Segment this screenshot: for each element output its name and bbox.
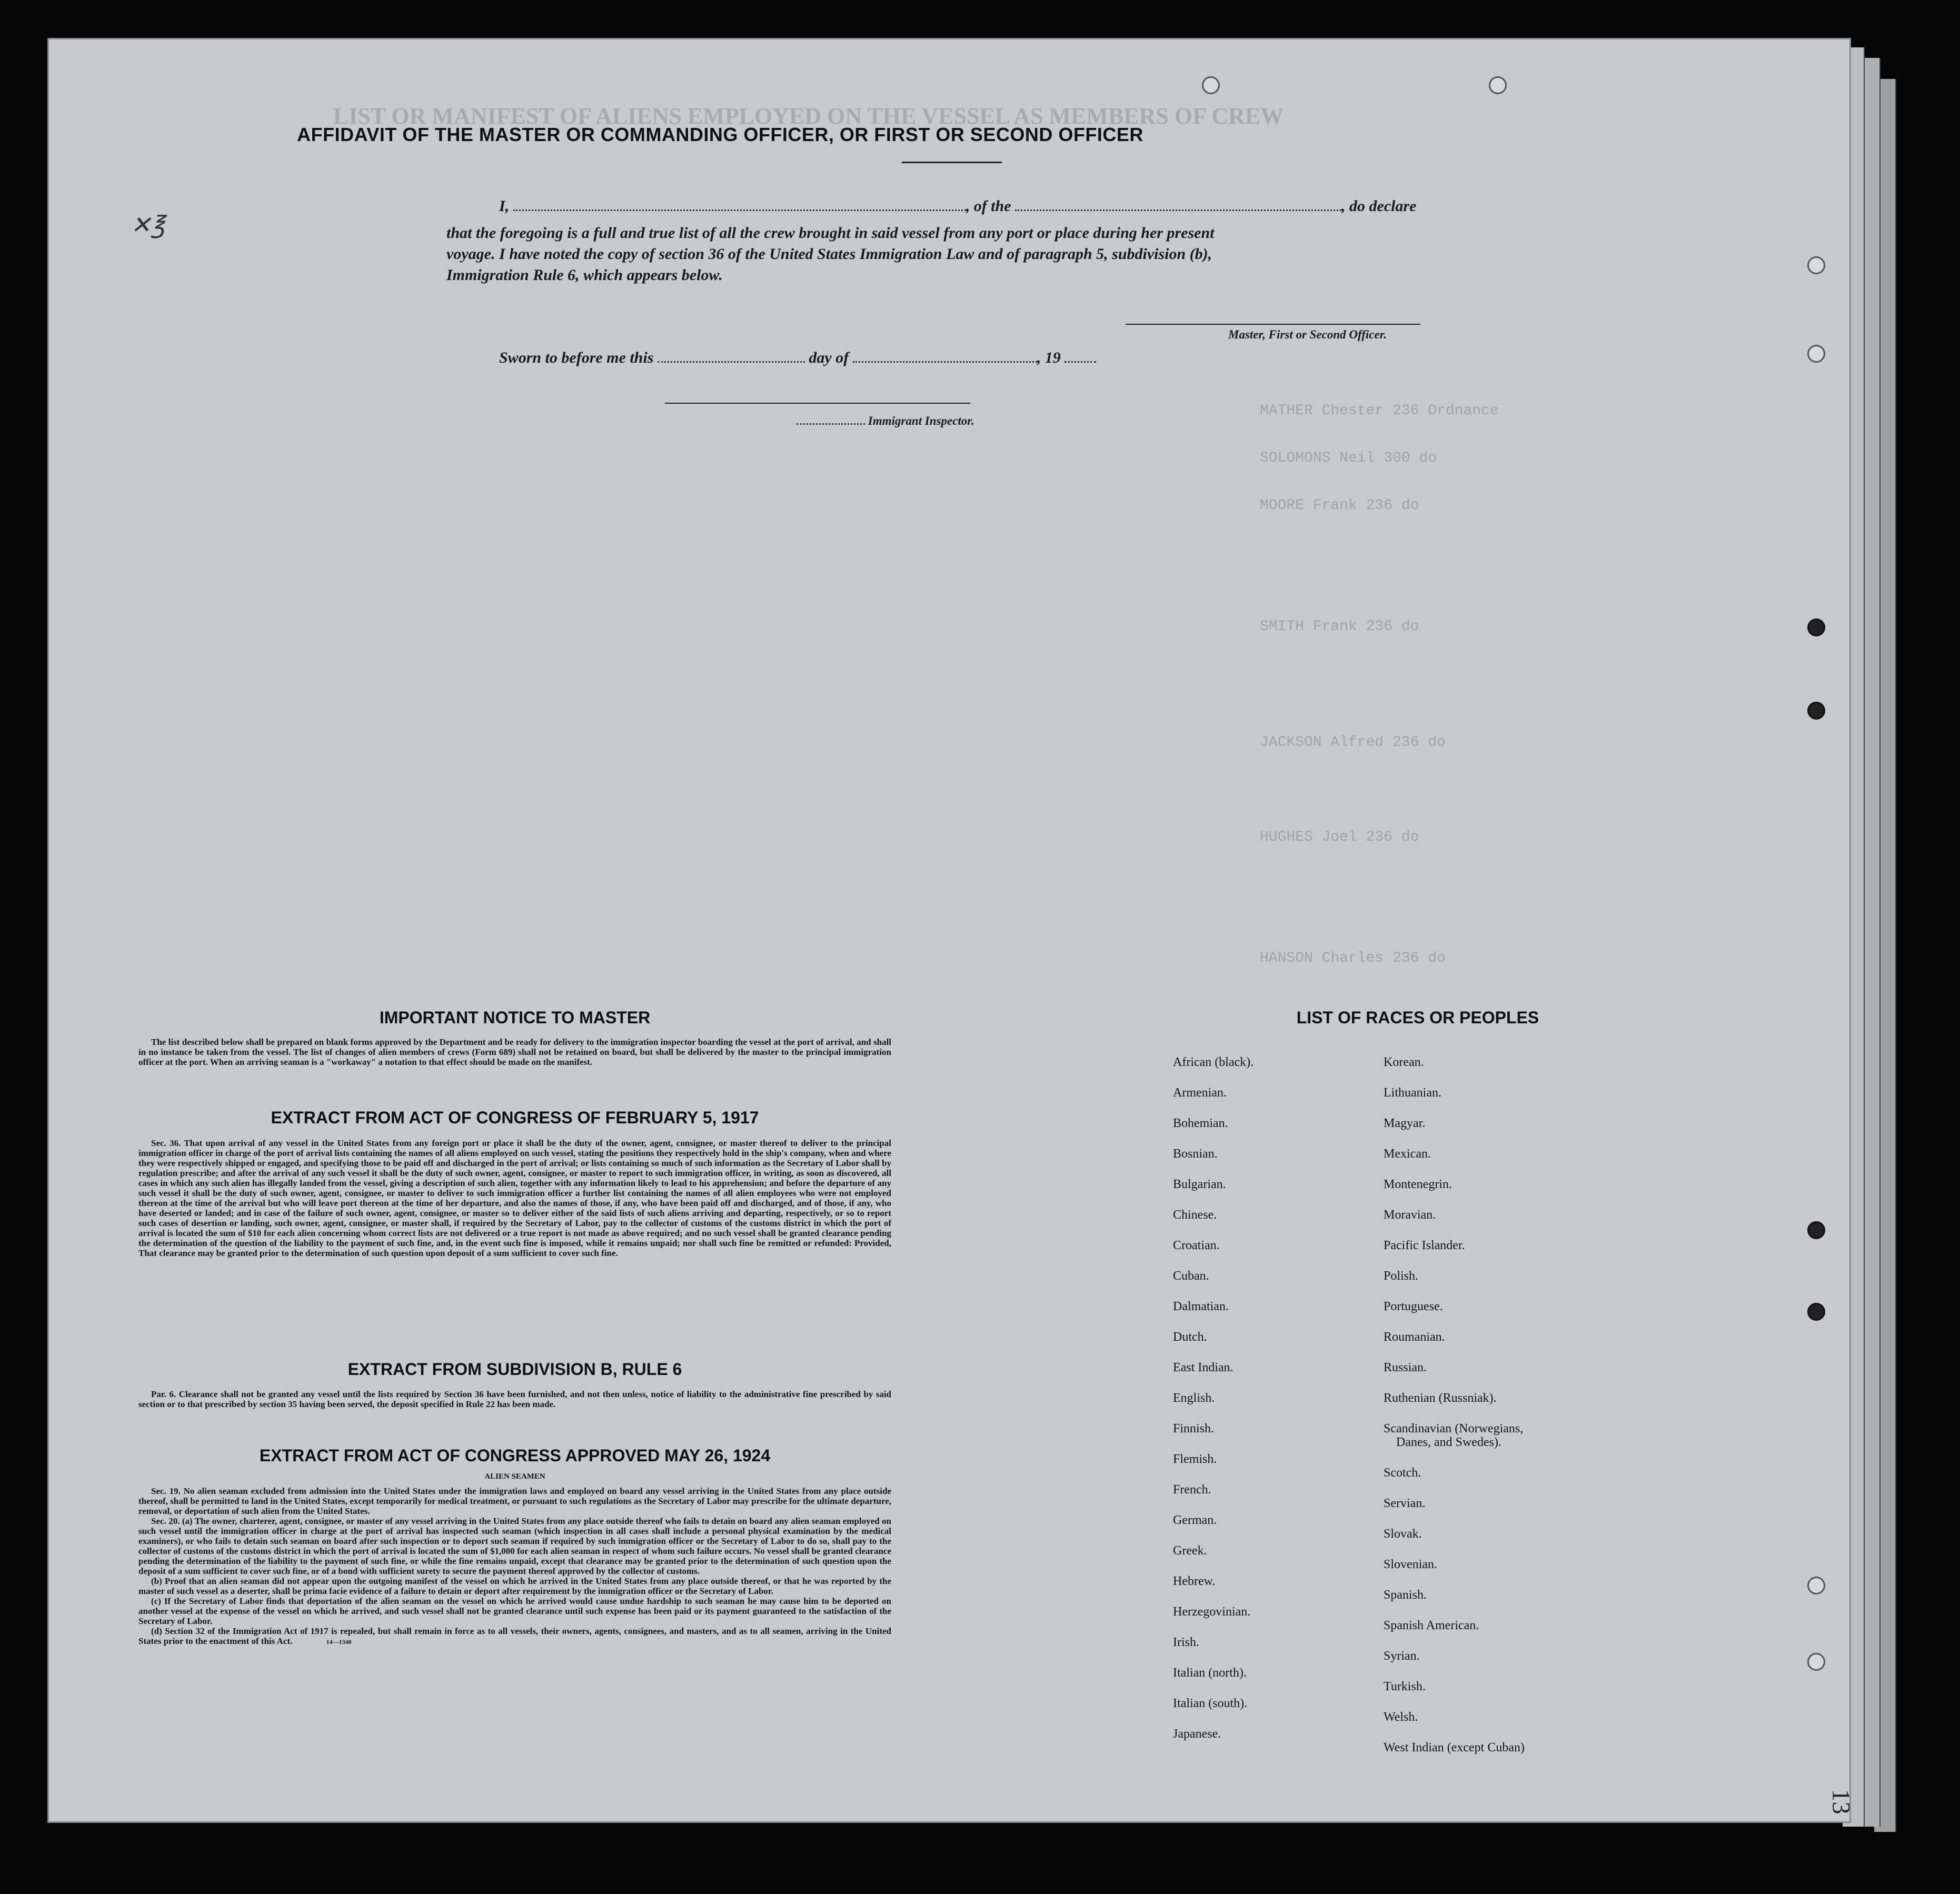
race-item: African (black). [1173,1055,1254,1069]
races-column-2 [1384,1055,1525,1771]
punch-hole [1807,619,1825,636]
vessel-name-field[interactable] [1015,209,1341,211]
race-item: Scotch. [1384,1466,1421,1480]
section-20d-text: (d) Section 32 of the Immigration Act of 1917 is repealed, but shall remain in force as to all vessels, their owners, agents, consignees, and masters, and as to all seamen, arriving in the United States prior to the enactment of this Act. [138,1626,891,1646]
race-item: East Indian. [1173,1361,1233,1374]
race-item: Polish. [1384,1269,1419,1283]
bleed-through-row: MOORE Frank 236 do [1260,497,1419,514]
race-item: Syrian. [1384,1649,1420,1663]
bleed-through-row: JACKSON Alfred 236 do [1260,734,1446,751]
extract-1924-title: EXTRACT FROM ACT OF CONGRESS APPROVED MAY 26, 1924 [259,1446,771,1465]
race-item: Italian (south). [1173,1697,1248,1710]
declaration-of-the: , of the [966,197,1011,215]
sworn-year: , 19 [1037,349,1061,366]
sworn-year-field[interactable] [1064,361,1096,363]
punch-hole [1807,256,1825,274]
race-item: Greek. [1173,1544,1207,1558]
race-item: Turkish. [1384,1680,1426,1693]
affidavit-title: AFFIDAVIT OF THE MASTER OR COMMANDING OFFICER, OR FIRST OR SECOND OFFICER [297,124,1143,145]
extract-rule6-title: EXTRACT FROM SUBDIVISION B, RULE 6 [347,1360,682,1379]
title-underline [902,162,1002,163]
bleed-through-row: SMITH Frank 236 do [1260,619,1419,635]
race-item: Hebrew. [1173,1574,1216,1588]
affidavit-body [446,223,1499,286]
race-item: West Indian (except Cuban) [1384,1741,1525,1755]
sworn-day-field[interactable] [658,361,805,363]
punch-hole [1807,1303,1825,1321]
race-item: Welsh. [1384,1710,1418,1724]
master-name-field[interactable] [513,209,966,211]
sworn-line [499,349,1096,367]
sworn-month-field[interactable] [853,361,1037,363]
margin-note: 13 [1827,1789,1855,1815]
form-number: 14—1340 [326,1638,352,1646]
extract-1917-paragraph: Sec. 36. That upon arrival of any vessel in the United States from any foreign port or place it shall be the duty of the owner, agent, consignee, or master thereof to deliver to the principal immigration officer in charge of the port of arrival lists containing the names of all aliens employed on such vessel, stating the positions they respectively hold in the ship's company, when and where they were respectively shipped or engaged, and specifying those to be paid off and discharged in the port of arrival; or lists containing so much of such information as the Secretary of Labor shall by regulation prescribe; and after the arrival of any such vessel it shall be the duty of such owner, agent, consignee, or master to report to such immigration officer, in writing, as soon as discovered, all cases in which any such alien has illegally landed from the vessel, giving a description of such alien, together with any information likely to lead to his apprehension; and before the departure of any such vessel it shall be the duty of such owner, agent, consignee, or master to deliver to such immigration officer a further list containing the names of all alien employees who were not employed thereon at the time of the arrival but who will leave port thereon at the time of her departure, and also the names of those, if any, who have been paid off and discharged, and of those, if any, who have deserted or landed; and in case of the failure of such owner, agent, consignee, or master so to deliver either of the said lists of such aliens arriving and departing, respectively, or so to report such cases of desertion or landing, such owner, agent, consignee, or master shall, if required by the Secretary of Labor, pay to the collector of customs of the customs district in which the port of arrival is located the sum of $10 for each alien concerning whom correct lists are not delivered or a true report is not made as above required; and no such vessel shall be granted clearance pending the determination of the question of the liability to the payment of such fine, and, in the event such fine is imposed, while it remains unpaid; nor shall such fine be remitted or refunded: Provided, That clearance may be granted prior to the determination of such question upon deposit of a sum sufficient to cover such fine. [138,1138,891,1258]
punch-hole [1807,702,1825,720]
punch-hole [1202,76,1220,94]
race-item: Pacific Islander. [1384,1239,1465,1252]
race-item: Magyar. [1384,1117,1426,1130]
race-item: Moravian. [1384,1208,1436,1222]
extract-1917-text [138,1138,891,1258]
declaration-do-declare: , do declare [1341,197,1417,215]
race-item: Finnish. [1173,1422,1215,1436]
race-item: Portuguese. [1384,1300,1443,1313]
race-item: Slovenian. [1384,1558,1437,1571]
race-item: Cuban. [1173,1269,1209,1283]
inspector-signature-line[interactable] [665,403,970,404]
master-signature-line[interactable] [1126,324,1420,325]
punch-hole [1489,76,1507,94]
punch-hole [1807,1577,1825,1594]
master-signature-caption: Master, First or Second Officer. [1228,328,1387,341]
punch-hole [1807,345,1825,363]
race-item: Bulgarian. [1173,1178,1226,1191]
race-item: German. [1173,1513,1217,1527]
races-title: LIST OF RACES OR PEOPLES [1296,1008,1539,1027]
race-item: Chinese. [1173,1208,1217,1222]
affidavit-body-line: that the foregoing is a full and true list of all the crew brought in said vessel from any port or place during her present [446,224,1215,242]
race-item: Dalmatian. [1173,1300,1229,1313]
extract-rule6-text [138,1389,891,1409]
race-item: French. [1173,1483,1211,1497]
bleed-through-row: SOLOMONS Neil 300 do [1260,450,1437,466]
section-20c: (c) If the Secretary of Labor finds that deportation of the alien seaman on the vessel on which he arrived would cause undue hardship to such seaman he may cause him to be deported on another vessel at the expense of the vessel on which he arrived, and such vessel shall not be granted clearance until such expense has been paid or its payment guaranteed to the satisfaction of the Secretary of Labor. [138,1596,891,1626]
race-item: Japanese. [1173,1727,1221,1741]
race-item: Bosnian. [1173,1147,1218,1161]
race-item: Lithuanian. [1384,1086,1441,1100]
race-item: Montenegrin. [1384,1178,1452,1191]
race-item: Irish. [1173,1636,1199,1649]
section-20b: (b) Proof that an alien seaman did not appear upon the outgoing manifest of the vessel on which he arrived in the United States from any place outside thereof, or that he was reported by the master of such vessel as a deserter, shall be prima facie evidence of a failure to detain or deport after requirement by the immigration officer or the Secretary of Labor. [138,1576,891,1596]
sworn-prefix: Sworn to before me this [499,349,654,366]
race-item: Slovak. [1384,1527,1422,1541]
document-sheet [47,38,1855,1823]
extract-1924-subtitle: ALIEN SEAMEN [484,1472,545,1481]
race-item: Spanish American. [1384,1619,1479,1632]
extract-rule6-paragraph: Par. 6. Clearance shall not be granted any vessel until the lists required by Section 36 have been furnished, and not then unless, notice of liability to the administrative fine prescribed by said section or to that prescribed by section 35 having been served, the deposit specified in Rule 22 has been made. [138,1389,891,1409]
notice-paragraph: The list described below shall be prepared on blank forms approved by the Department and be ready for delivery to the immigration inspector boarding the vessel at the port of arrival, and shall in no instance be taken from the vessel. The list of changes of alien members of crews (Form 689) shall not be retained on board, but shall be delivered by the master to the principal immigration officer at the port. When an arriving seaman is a "workaway" a notation to that effect should be made on the manifest. [138,1037,891,1067]
race-item: Mexican. [1384,1147,1431,1161]
race-item: Russian. [1384,1361,1427,1374]
race-item: Danes, and Swedes). [1396,1436,1501,1449]
race-item: Roumanian. [1384,1330,1445,1344]
race-item: Scandinavian (Norwegians, [1384,1422,1524,1436]
race-item: Italian (north). [1173,1666,1247,1680]
race-item: Spanish. [1384,1588,1427,1602]
race-item: Ruthenian (Russniak). [1384,1391,1497,1405]
section-19: Sec. 19. No alien seaman excluded from admission into the United States under the immigration laws and employed on board any vessel arriving in the United States from any place outside thereof, shall be permitted to land in the United States, except temporarily for medical treatment, or pursuant to such regulations as the Secretary of Labor may prescribe for the ultimate departure, removal, or deportation of such alien from the United States. [138,1486,891,1516]
sworn-day-of: day of [809,349,849,366]
race-item: Armenian. [1173,1086,1227,1100]
notice-text [138,1037,891,1067]
section-20d [138,1626,891,1647]
race-item: Dutch. [1173,1330,1207,1344]
punch-hole [1807,1653,1825,1671]
bleed-through-heading: LIST OR MANIFEST OF ALIENS EMPLOYED ON THE VESSEL AS MEMBERS OF CREW [333,103,1284,129]
race-item: Servian. [1384,1497,1426,1510]
declaration-i: I, [499,197,510,215]
inspector-caption-text: Immigrant Inspector. [868,414,974,427]
inspector-caption-dots [797,423,865,425]
affidavit-body-line: Immigration Rule 6, which appears below. [446,266,723,284]
affidavit-body-line: voyage. I have noted the copy of section 36 of the United States Immigration Law and of paragraph 5, subdivision (b), [446,245,1212,263]
race-item: Korean. [1384,1055,1424,1069]
bleed-through-row: HUGHES Joel 236 do [1260,829,1419,845]
bleed-through-row: HANSON Charles 236 do [1260,950,1446,966]
race-item: Bohemian. [1173,1117,1228,1130]
extract-1917-title: EXTRACT FROM ACT OF CONGRESS OF FEBRUARY 5, 1917 [271,1108,759,1127]
punch-hole [1807,1221,1825,1239]
race-item: Croatian. [1173,1239,1220,1252]
notice-title: IMPORTANT NOTICE TO MASTER [379,1008,651,1027]
declaration-line [499,197,1416,215]
races-column-1 [1173,1055,1253,1758]
section-20a: Sec. 20. (a) The owner, charterer, agent, consignee, or master of any vessel arriving in the United States from any place outside thereof who fails to detain on board any alien seaman employed on such vessel until the immigration officer in charge at the port of arrival has inspected such seaman (which inspection in all cases shall include a personal physical examination by the medical examiners), or who fails to detain such seaman on board after such inspection or to deport such seaman if required by such immigration officer or the Secretary of Labor to do so, shall pay to the collector of customs of the customs district in which the port of arrival is located the sum of $1,000 for each alien seaman in respect of whom such failure occurs. No vessel shall be granted clearance pending the determination of the liability to the payment of such fine, or while the fine remains unpaid, except that clearance may be granted prior to the determination of such question upon the deposit of a sum sufficient to cover such fine, or of a bond with sufficient surety to secure the payment thereof approved by the collector of customs. [138,1516,891,1576]
race-item: Flemish. [1173,1452,1217,1466]
inspector-caption [797,414,974,428]
race-item: Herzegovinian. [1173,1605,1251,1619]
bleed-through-row: MATHER Chester 236 Ordnance [1260,403,1499,419]
race-item: English. [1173,1391,1215,1405]
extract-1924-text [138,1486,891,1647]
margin-mark: ✕℥ [131,212,165,238]
